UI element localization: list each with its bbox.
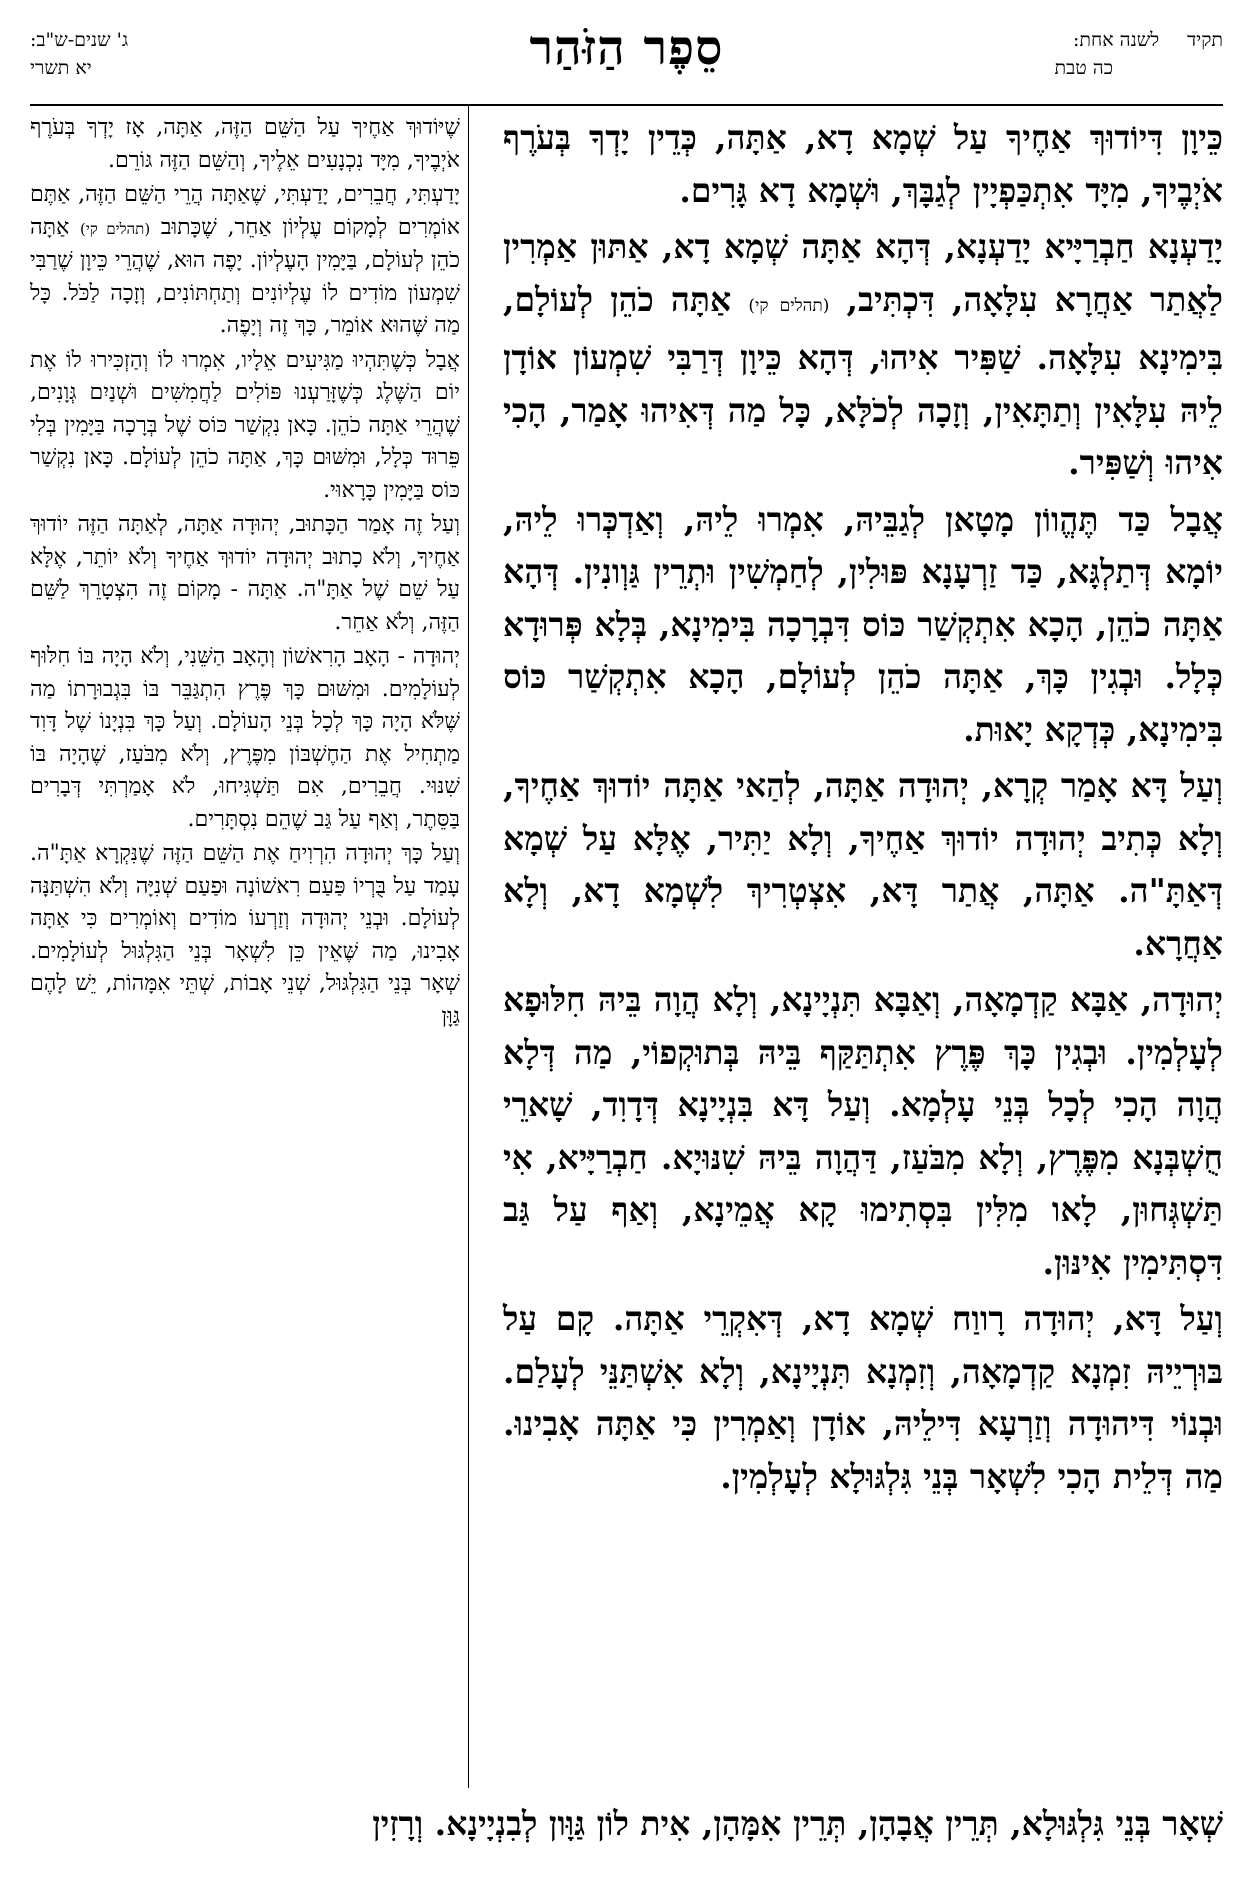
scripture-reference: (תהלים קי) [748,295,830,316]
reading-plan: לשנה אחת: [1072,29,1160,51]
main-paragraph: אֲבָל כַּד תֶּהֱווֹן מָטָאן לְגַבֵּיהּ, אִמְרוּ לֵיהּ, וְאַדְכְּרוּ לֵיהּ, יוֹמָא דְּתַלְגָּא, כַּד זַרְעָנָא פּוּלִין, לְחַמְשִׁין וּתְרֵין גַּוְונִין. דְּהָא אַתָּה כֹהֵן, הָכָא אִתְקְשַׁר כּוֹס דִּבְרָכָה בִּימִינָא, בְּלָא פְּרוּדָא כְּלָל. וּבְגִין כָּךְ, אַתָּה כֹהֵן לְעוֹלָם, הָכָא אִתְקְשַׁר כּוֹס בִּימִינָא, כְּדְקָא יָאוּת. [503,499,1223,749]
section-label: תקיד [1187,29,1223,51]
commentary-paragraph: שֶׁיּוֹדוּךְ אַחֶיךָ עַל הַשֵּׁם הַזֶּה, אַתָּה, אָז יָדְךָ בְּעֹרֶף אֹיְבֶיךָ, מִיָּד נִכְנָעִים אֵלֶיךָ, וְהַשֵּׁם הַזֶּה גּוֹרֵם. [30,115,460,173]
commentary-paragraph-text: יָדַעְתִּי, חֲבֵרִים, יָדַעְתִּי, שֶׁאַתָּה הֲרֵי הַשֵּׁם הַזֶּה, אַתֶּם אוֹמְרִים לְמָקוֹם עֶלְיוֹן אַחֵר, שֶׁכָּתוּב [30,182,460,240]
zohar-aramaic-text [503,112,1223,1503]
commentary-paragraph-text: אַתָּה כֹהֵן לְעוֹלָם, בַּיָּמִין הָעֶלְיוֹן. יָפֶה הוּא, שֶׁהֲרֵי כֵּיוָן שֶׁרַבִּי שִׁמְעוֹן מוֹדִים לוֹ עֶלְיוֹנִים וְתַחְתּוֹנִים, וְזָכָה לַכֹּל. כָּל מַה שֶּׁהוּא אוֹמֵר, כָּךְ זֶה וְיָפֶה. [30,214,460,338]
header-divider [30,104,1223,106]
main-paragraph [503,221,1223,490]
main-paragraph-text: יָדַעְנָא חַבְרַיָּיא יָדַעְנָא, דְּהָא אַתָּה שְׁמָא דָא, אַתּוּן אַמְרִין לַאֲתַר אַחֲרָא עִלָּאָה, דִּכְתִּיב, [503,227,1223,319]
reading-date-alt: יא תשרי [30,57,92,79]
commentary-paragraph: וְעַל זֶה אָמַר הַכָּתוּב, יְהוּדָה אַתָּה, לְאַתָּה הַזֶּה יוֹדוּךְ אַחֶיךָ, וְלֹא כָתוּב יְהוּדָה יוֹדוּךְ אַחֶיךָ וְלֹא יוֹתֵר, אֶלָּא עַל שֵׁם שֶׁל אַתָּ"ה. אַתָּה - מָקוֹם זֶה הִצְטָרֵךְ לַשֵּׁם הַזֶּה, וְלֹא אַחֵר. [30,512,460,635]
commentary-paragraph [30,179,460,343]
column-divider [468,106,469,1788]
main-paragraph-text: אַתָּה כֹהֵן לְעוֹלָם, בִּימִינָא עִלָּאָה. שַׁפִּיר אִיהוּ, דְּהָא כֵּיוָן דְּרַבִּי שִׁמְעוֹן אוֹדָן לֵיהּ עִלָּאִין וְתַתָּאִין, וְזָכָה לְכֹלָּא, כָּל מַה דְּאִיהוּ אָמַר, הָכִי אִיהוּ וְשַׁפִּיר. [503,279,1223,482]
reading-plan-alt: ג' שנים-ש"ב: [30,29,129,51]
scripture-reference: (תהלים קי) [79,219,151,238]
main-paragraph: וְעַל דָּא, יְהוּדָה רָווַח שְׁמָא דָא, דְּאִקְרֵי אַתָּה. קָם עַל בּוּרְיֵיהּ זִמְנָא קַדְמָאָה, וְזִמְנָא תִּנְיָינָא, וְלָא אִשְׁתַּנֵּי לְעָלַם. וּבְנוֹי דִּיהוּדָה וְזַרְעָא דִּילֵיהּ, אוֹדָן וְאַמְרִין כִּי אַתָּה אָבִינוּ. מַה דְּלֵית הָכִי לִשְׁאָר בְּנֵי גִּלְגּוּלָא לְעָלְמִין. [503,1299,1223,1496]
continuation-line: שְׁאָר בְּנֵי גִּלְגּוּלָא, תְּרֵין אֲבָהָן, תְּרֵין אִמָּהָן, אִית לוֹן גַּוָּון לְבִנְיָינָא. וְרָזִין [372,1804,1223,1843]
hebrew-translation-text [30,112,460,1033]
book-title: סֵפֶר הַזֹּהַר [529,20,724,76]
main-paragraph: יְהוּדָה, אַבָּא קַדְמָאָה, וְאַבָּא תִּנְיָינָא, וְלָא הֲוָה בֵּיהּ חִלּוּפָא לְעָלְמִין. וּבְגִין כָּךְ פֶּרֶץ אִתְתַּקַּף בֵּיהּ בְּתוּקְפוֹי, מַה דְּלָא הֲוָה הָכִי לְכָל בְּנֵי עָלְמָא. וְעַל דָּא בִּנְיָינָא דְּדָוִד, שָׁארֵי חֻשְׁבְּנָא מִפֶּרֶץ, וְלָא מִבֹּעַז, דַּהֲוָה בֵּיהּ שִׁנּוּיָא. חַבְרַיָּיא, אִי תַּשְׁגְּחוּן, לָאו מִלִּין בִּסְתִימוּ קָא אֲמֵינָא, וְאַף עַל גַּב דִּסְתִּימִין אִינּוּן. [503,980,1223,1282]
commentary-paragraph: וְעַל כָּךְ יְהוּדָה הִרְוִיחַ אֶת הַשֵּׁם הַזֶּה שֶׁנִּקְרָא אַתָּ"ה. עָמַד עַל בֻּרְיוֹ פַּעַם רִאשׁוֹנָה וּפַעַם שְׁנִיָּה וְלֹא הִשְׁתַּנָּה לְעוֹלָם. וּבְנֵי יְהוּדָה וְזַרְעוֹ מוֹדִים וְאוֹמְרִים כִּי אַתָּה אָבִינוּ, מַה שֶּׁאֵין כֵּן לִשְׁאָר בְּנֵי הַגִּלְגּוּל לְעוֹלָמִים. שְׁאָר בְּנֵי הַגִּלְגּוּל, שְׁנֵי אָבוֹת, שְׁתֵּי אִמָּהוֹת, יֵשׁ לָהֶם גַּוָּן [30,841,460,1029]
header-left [30,26,128,82]
main-paragraph: כֵּיוָן דִּיוֹדוּךְ אַחֶיךָ עַל שְׁמָא דָא, אַתָּה, כְּדֵין יָדְךָ בְּעֹרֶף אֹיְבֶיךָ, מִיָּד אִתְכַּפְיָין לְגַבָּךְ, וּשְׁמָא דָא גָּרִים. [503,118,1223,210]
main-paragraph: וְעַל דָּא אָמַר קְרָא, יְהוּדָה אַתָּה, לְהַאי אַתָּה יוֹדוּךְ אַחֶיךָ, וְלָא כְּתִיב יְהוּדָה יוֹדוּךְ אַחֶיךָ, וְלָא יַתִּיר, אֶלָּא עַל שְׁמָא דְּאַתָּ"ה. אַתָּה, אֲתַר דָּא, אִצְטְרִיךְ לִשְׁמָא דָא, וְלָא אַחֲרָא. [503,766,1223,963]
commentary-paragraph: יְהוּדָה - הָאָב הָרִאשׁוֹן וְהָאָב הַשֵּׁנִי, וְלֹא הָיָה בּוֹ חִלּוּף לְעוֹלָמִים. וּמִשּׁוּם כָּךְ פֶּרֶץ הִתְגַּבֵּר בּוֹ בִּגְבוּרָתוֹ מַה שֶּׁלֹּא הָיָה כָּךְ לְכָל בְּנֵי הָעוֹלָם. וְעַל כָּךְ בִּנְיָנוֹ שֶׁל דָּוִד מַתְחִיל אֶת הַחֶשְׁבּוֹן מִפֶּרֶץ, וְלֹא מִבֹּעַז, שֶׁהָיָה בּוֹ שִׁנּוּי. חֲבֵרִים, אִם תַּשְׁגִּיחוּ, לֹא אָמַרְתִּי דְּבָרִים בַּסֵּתֶר, וְאַף עַל גַּב שֶׁהֵם נִסְתָּרִים. [30,644,460,832]
reading-date: כה טבת [1054,57,1113,79]
page-header [30,20,1223,122]
commentary-paragraph: אֲבָל כְּשֶׁתִּהְיוּ מַגִּיעִים אֵלָיו, אִמְרוּ לוֹ וְהַזְכִּירוּ לוֹ אֶת יוֹם הַשֶּׁלֶג כְּשֶׁזָּרַעְנוּ פּוֹלִים לַחֲמִשִּׁים וּשְׁנַיִם גְּוָנִים, שֶׁהֲרֵי אַתָּה כֹהֵן. כָּאן נִקְשַׁר כּוֹס שֶׁל בְּרָכָה בַּיָּמִין בְּלִי פֵּרוּד כְּלָל, וּמִשּׁוּם כָּךְ, אַתָּה כֹהֵן לְעוֹלָם. כָּאן נִקְשַׁר כּוֹס בַּיָּמִין כָּרָאוּי. [30,347,460,503]
